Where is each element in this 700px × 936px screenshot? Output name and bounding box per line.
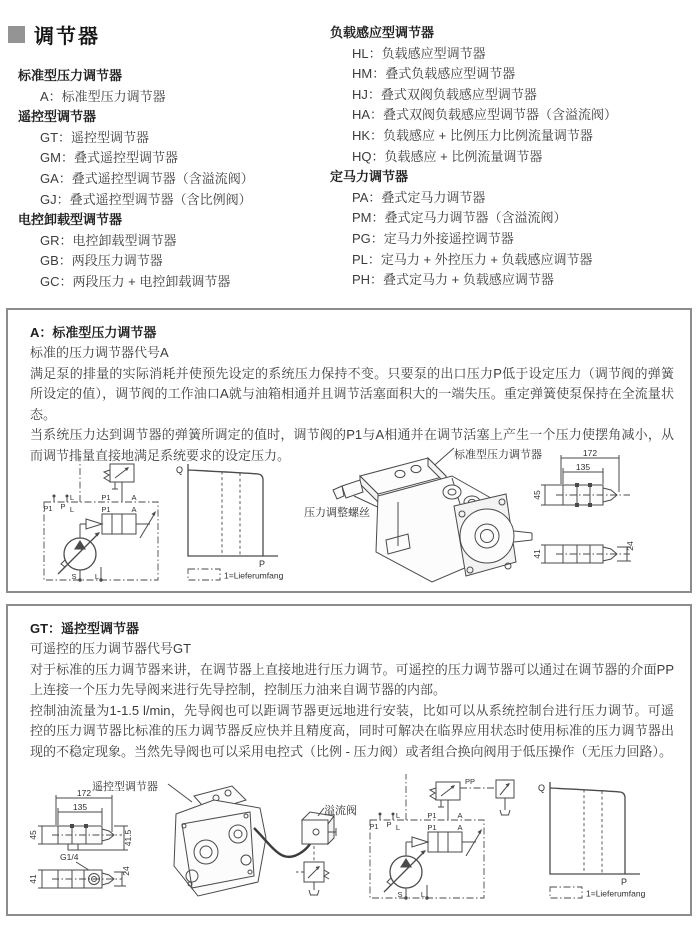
pump-flange-drawing [454, 494, 532, 576]
dim-135: 135 [72, 802, 88, 812]
chart-q-axis-label: Q [538, 783, 546, 793]
index-item: PL：定马力 + 外控压力 + 负载感应调节器 [352, 251, 593, 267]
variable-pump-symbol [58, 524, 100, 574]
index-item: HJ：叠式双阀负载感应型调节器 [352, 86, 537, 102]
index-item: GR：电控卸载型调节器 [40, 232, 177, 248]
port-label-l: L [395, 811, 401, 820]
index-item: GA：叠式遥控型调节器（含溢流阀） [40, 170, 254, 186]
port-label-l: L [94, 572, 100, 581]
section-gt-paragraph: 对于标准的压力调节器来讲，在调节器上直接地进行压力调节。可遥控的压力调节器可以通过在调节器的介面PP上连接一个压力先导阀来进行先导控制，控制压力油来自调节器的内部。 [30, 661, 674, 697]
dim-41: 41 [532, 549, 542, 559]
page-title: 调节器 [34, 26, 100, 48]
port-label-a: A [457, 823, 463, 832]
dim-side-view [28, 852, 131, 888]
chart-legend-text: 1=Lieferumfang [224, 570, 284, 581]
dim-g14: G1/4 [60, 852, 79, 862]
index-item: HK：负载感应 + 比例压力比例流量调节器 [352, 127, 593, 143]
chart-q-axis-label: Q [176, 465, 184, 475]
qp-chart-gt [534, 774, 648, 908]
index-item: GB：两段压力调节器 [40, 253, 163, 269]
section-a-paragraph: 当系统压力达到调节器的弹簧所调定的值时，调节阀的P1与A相通并在调节活塞上产生一个压力使摆角减小，从而调节排量直接地满足系统要求的设定压力。 [30, 427, 674, 463]
index-item: GT：遥控型调节器 [40, 129, 150, 145]
dim-41: 41 [28, 874, 38, 884]
index-item: GC：两段压力 + 电控卸载调节器 [40, 273, 231, 289]
section-gt-title: GT：遥控型调节器 [30, 621, 140, 636]
relief-valve-label: 溢流阀 [324, 805, 357, 817]
port-label-p1: P1 [101, 505, 111, 514]
port-label-a: A [131, 505, 137, 514]
section-gt-paragraph: 控制油流量为1-1.5 l/min，先导阀也可以距调节器更远地进行安装，比如可以从系统控制台进行压力调节。可遥控的压力调节器比标准的压力调节器反应快并且精度高，同时可解决在临界应用状态时使用标准的压力调节器出现的不稳定现象。当然先导阀也可以采用电控式（比例 - 压力阀）或者组合换向阀用于低压操作（无压力回路）。 [30, 702, 674, 759]
port-label-l: L [420, 890, 426, 899]
section-a-paragraph: 标准的压力调节器代号A [30, 345, 169, 360]
chart-p-axis-label: P [621, 877, 628, 887]
port-label-p1: P1 [427, 823, 437, 832]
section-gt-paragraph: 可遥控的压力调节器代号GT [30, 641, 192, 656]
pump-label-a: 标准型压力调节器 [454, 449, 542, 461]
screw-label-a: 压力调整螺丝 [304, 507, 370, 519]
index-column-right [330, 23, 696, 291]
index-group-header: 负载感应型调节器 [330, 25, 435, 40]
pump-illustration-gt [126, 776, 358, 918]
port-label-p: P [60, 502, 66, 511]
dim-24: 24 [121, 866, 131, 876]
port-label-l: L [69, 493, 75, 502]
index-group-header: 标准型压力调节器 [18, 68, 123, 83]
port-label-p1: P1 [369, 822, 379, 831]
section-a-box [6, 308, 692, 593]
port-label-p1: P1 [427, 811, 437, 820]
dim-top-view [28, 788, 133, 850]
port-label-pp: PP [464, 777, 476, 786]
port-label-l: L [395, 823, 401, 832]
index-column-left [18, 66, 323, 293]
chart-legend-text: 1=Lieferumfang [586, 888, 646, 899]
qp-chart-a [172, 456, 286, 590]
dimension-drawing-a [530, 448, 690, 592]
port-label-p1: P1 [101, 493, 111, 502]
port-label-p1: P1 [43, 504, 53, 513]
index-group-header: 遥控型调节器 [18, 109, 97, 125]
hydraulic-schematic-a [36, 450, 178, 590]
dim-45: 45 [532, 490, 542, 500]
header-square-bullet-icon [8, 26, 25, 43]
index-group-header: 电控卸载型调节器 [18, 212, 123, 228]
index-item: HA：叠式双阀负载感应型调节器（含溢流阀） [352, 107, 618, 123]
index-item: GM：叠式遥控型调节器 [40, 150, 178, 166]
index-item: HQ：负载感应 + 比例流量调节器 [352, 148, 543, 164]
dim-172: 172 [76, 788, 92, 798]
external-pilot-valve-symbol [460, 777, 514, 815]
index-item: PA：叠式定马力调节器 [352, 189, 486, 205]
variable-pump-symbol [384, 842, 426, 892]
dim-side-view [532, 541, 635, 563]
dim-172: 172 [582, 448, 598, 458]
index-item: PM：叠式定马力调节器（含溢流阀） [352, 210, 567, 226]
dim-top-view [532, 448, 630, 507]
label-leader-line [168, 784, 192, 802]
index-item: HL：负载感应型调节器 [352, 45, 486, 61]
section-a-title: A：标准型压力调节器 [30, 325, 157, 340]
index-group-header: 定马力调节器 [330, 169, 409, 185]
index-item: HM：叠式负载感应型调节器 [352, 66, 516, 82]
hydraulic-schematic-gt [362, 768, 530, 926]
pump-label-gt: 遥控型调节器 [92, 781, 158, 793]
dim-41-5: 41.5 [123, 829, 133, 847]
port-label-l: L [69, 505, 75, 514]
pump-body-drawing [174, 800, 266, 896]
port-label-s: S [71, 572, 77, 581]
index-item: A：标准型压力调节器 [40, 88, 166, 104]
section-gt-box [6, 604, 692, 916]
port-label-p: P [386, 820, 392, 829]
dim-24: 24 [625, 541, 635, 551]
index-item: PH：叠式定马力 + 负载感应调节器 [352, 272, 554, 288]
index-item: PG：定马力外接遥控调节器 [352, 230, 514, 246]
port-label-a: A [131, 493, 137, 502]
section-a-paragraph: 满足泵的排量的实际消耗并使预先设定的系统压力保持不变。只要泵的出口压力P低于设定压力（调节阀的弹簧所设定的值），调节阀的工作油口A就与油箱相通并且调节活塞面积大的一端失压。重定弹簧使泵保持在全流量状态。 [30, 365, 674, 422]
dim-135: 135 [575, 462, 591, 472]
port-label-s: S [397, 890, 403, 899]
page-header [8, 20, 100, 49]
port-label-a: A [457, 811, 463, 820]
chart-p-axis-label: P [259, 559, 266, 569]
dim-45: 45 [28, 830, 38, 840]
index-item: GJ：叠式遥控型调节器（含比例阀） [40, 191, 252, 207]
